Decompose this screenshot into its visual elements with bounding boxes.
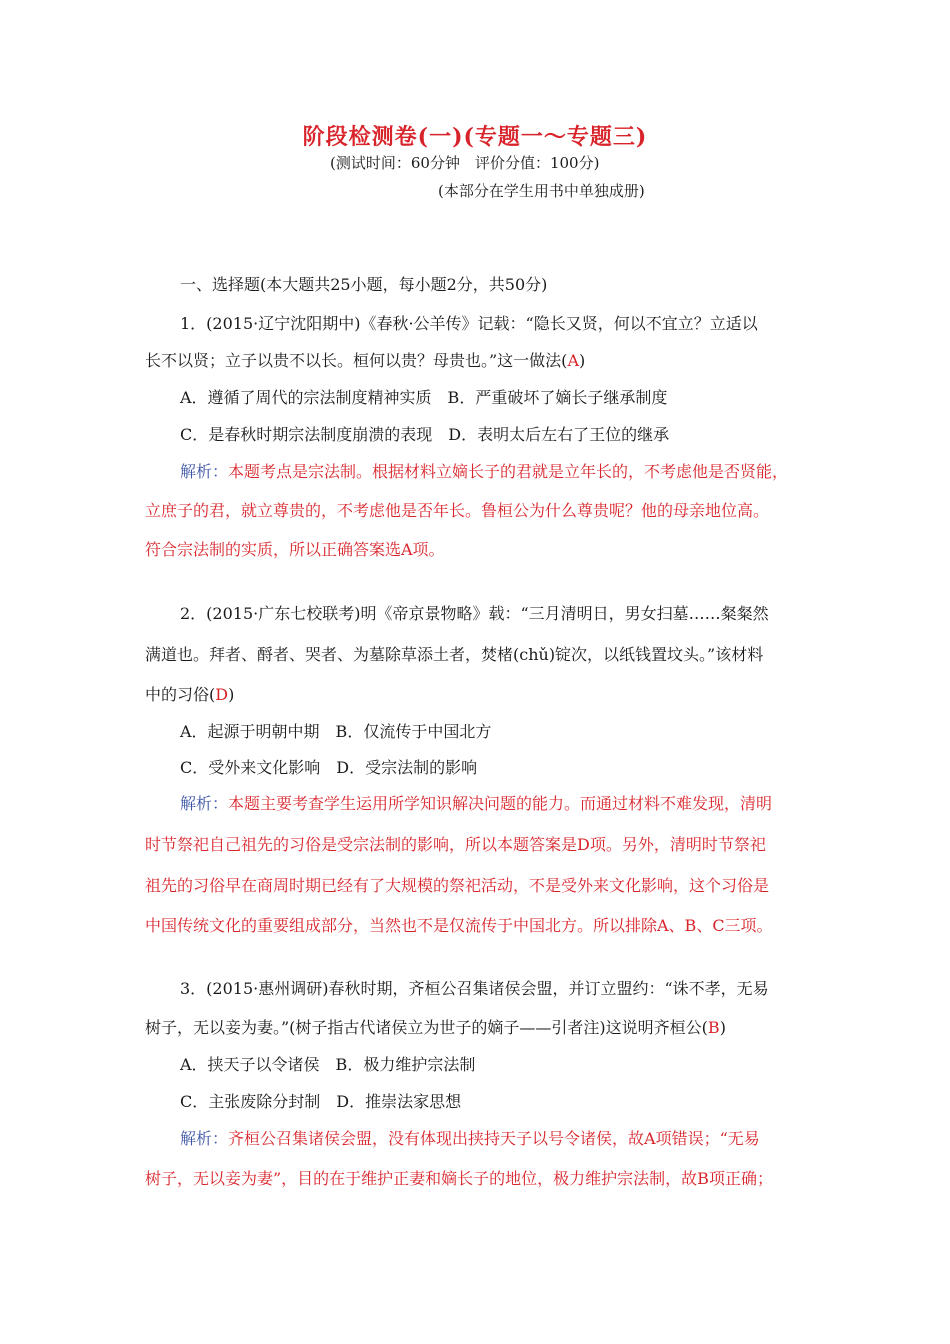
question-3-options-line1: A．挟天子以令诸侯 B．极力维护宗法制 [180,1055,476,1074]
question-2-close: ) [228,685,235,704]
question-3-analysis-line2: 树子，无以妾为妻”，目的在于维护正妻和嫡长子的地位，极力维护宗法制，故B项正确； [145,1169,773,1188]
question-3-analysis-line1 [180,1128,760,1150]
question-1-stem-text: 长不以贤；立子以贵不以长。桓何以贵？母贵也。”这一做法( [145,351,568,370]
question-1-answer: A [567,351,579,370]
question-2-options-line1: A．起源于明朝中期 B．仅流传于中国北方 [180,722,492,741]
question-2-options-line2: C．受外来文化影响 D．受宗法制的影响 [180,758,478,777]
question-2-analysis-line2: 时节祭祀自己祖先的习俗是受宗法制的影响，所以本题答案是D项。另外，清明时节祭祀 [145,835,766,854]
question-3-analysis-text: 齐桓公召集诸侯会盟，没有体现出挟持天子以号令诸侯，故A项错误；“无易 [228,1129,760,1148]
test-info: (测试时间：60分钟 评价分值：100分) [330,154,600,172]
question-2-analysis-line1 [180,793,772,815]
question-1-stem-line1: 1．(2015·辽宁沈阳期中)《春秋·公羊传》记载：“隐长又贤，何以不宜立？立适以 [180,314,758,333]
question-2-stem-line1: 2．(2015·广东七校联考)明《帝京景物略》载：“三月清明日，男女扫墓……粲粲然 [180,604,769,623]
question-2-stem-line2: 满道也。拜者、酹者、哭者、为墓除草添土者，焚楮(chǔ)锭次，以纸钱置坟头。”该材料 [145,645,764,664]
page-title: 阶段检测卷(一)(专题一～专题三) [302,124,648,150]
booklet-note: (本部分在学生用书中单独成册) [438,182,645,200]
question-3-stem-line2 [145,1017,726,1039]
question-2-analysis-line3: 祖先的习俗早在商周时期已经有了大规模的祭祀活动，不是受外来文化影响，这个习俗是 [145,876,770,895]
question-3-options-line2: C．主张废除分封制 D．推崇法家思想 [180,1092,462,1111]
question-1-options-line2: C．是春秋时期宗法制度崩溃的表现 D．表明太后左右了王位的继承 [180,425,670,444]
question-3-close: ) [719,1018,726,1037]
analysis-label: 解析： [180,462,229,481]
question-3-stem-line1: 3．(2015·惠州调研)春秋时期，齐桓公召集诸侯会盟，并订立盟约：“诛不孝，无易 [180,979,769,998]
question-1-stem-line2 [145,350,585,372]
question-1-close: ) [579,351,586,370]
question-3-answer: B [707,1018,720,1037]
section-heading: 一、选择题(本大题共25小题，每小题2分，共50分) [180,275,548,294]
question-3-stem-text: 树子，无以妾为妻。”(树子指古代诸侯立为世子的嫡子——引者注)这说明齐桓公( [145,1018,708,1037]
question-1-analysis-line2: 立庶子的君，就立尊贵的，不考虑他是否年长。鲁桓公为什么尊贵呢？他的母亲地位高。 [145,501,770,520]
question-1-options-line1: A．遵循了周代的宗法制度精神实质 B．严重破坏了嫡长子继承制度 [180,388,668,407]
question-2-analysis-line4: 中国传统文化的重要组成部分，当然也不是仅流传于中国北方。所以排除A、B、C三项。 [145,916,773,935]
question-2-analysis-text: 本题主要考查学生运用所学知识解决问题的能力。而通过材料不难发现，清明 [228,794,773,813]
question-1-analysis-line1 [180,461,788,483]
question-2-answer: D [215,685,229,704]
question-1-analysis-line3: 符合宗法制的实质，所以正确答案选A项。 [145,540,445,559]
question-1-analysis-text: 本题考点是宗法制。根据材料立嫡长子的君就是立年长的，不考虑他是否贤能， [228,462,789,481]
analysis-label: 解析： [180,1129,229,1148]
question-2-stem-text: 中的习俗( [145,685,216,704]
question-2-stem-line3 [145,684,234,706]
analysis-label: 解析： [180,794,229,813]
